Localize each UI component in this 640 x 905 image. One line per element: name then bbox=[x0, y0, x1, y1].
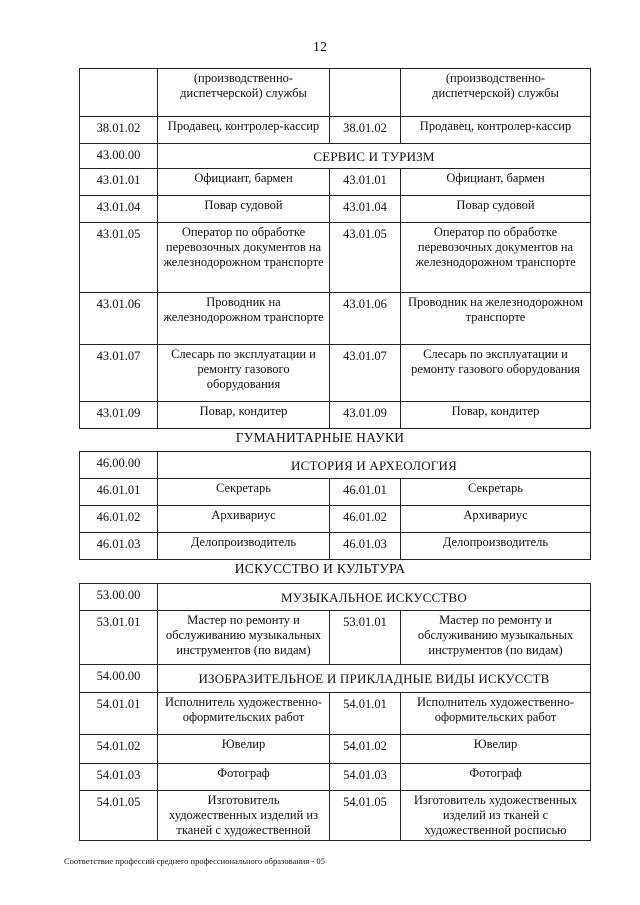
name-cell: Ювелир bbox=[158, 735, 330, 764]
group-code-cell: 46.00.00 bbox=[80, 452, 158, 479]
table-row bbox=[80, 735, 591, 764]
code-cell: 46.01.01 bbox=[330, 479, 401, 506]
professions-table-3 bbox=[79, 583, 591, 841]
professions-table-2 bbox=[79, 451, 591, 560]
code-cell: 54.01.05 bbox=[80, 791, 158, 841]
table-row bbox=[80, 69, 591, 117]
name-cell: Фотограф bbox=[158, 764, 330, 791]
section-title-arts: ИСКУССТВО И КУЛЬТУРА bbox=[234, 561, 406, 576]
code-cell: 54.01.02 bbox=[330, 735, 401, 764]
code-cell: 46.01.02 bbox=[330, 506, 401, 533]
name-cell: Официант, бармен bbox=[158, 169, 330, 196]
table-row bbox=[80, 196, 591, 223]
name-cell: Повар, кондитер bbox=[158, 402, 330, 429]
table-row bbox=[80, 693, 591, 735]
code-cell: 43.01.07 bbox=[330, 345, 401, 402]
table-row bbox=[80, 169, 591, 196]
table-row bbox=[80, 506, 591, 533]
code-cell: 43.01.05 bbox=[330, 223, 401, 293]
table-row bbox=[80, 117, 591, 144]
name-cell: Проводник на железнодорожном транспорте bbox=[401, 293, 591, 345]
name-cell: Мастер по ремонту и обслуживанию музыкальных инструментов (по видам) bbox=[401, 611, 591, 665]
name-cell: Делопроизводитель bbox=[401, 533, 591, 560]
table-row bbox=[80, 293, 591, 345]
name-cell: Изготовитель художественных изделий из тканей с художественной росписью bbox=[401, 791, 591, 841]
code-cell: 43.01.06 bbox=[80, 293, 158, 345]
code-cell: 43.01.09 bbox=[80, 402, 158, 429]
group-header-row bbox=[80, 452, 591, 479]
name-cell: Официант, бармен bbox=[401, 169, 591, 196]
group-code-cell: 53.00.00 bbox=[80, 584, 158, 611]
code-cell: 46.01.01 bbox=[80, 479, 158, 506]
name-cell: Продавец, контролер-кассир bbox=[158, 117, 330, 144]
table-row bbox=[80, 764, 591, 791]
code-cell: 46.01.03 bbox=[80, 533, 158, 560]
name-cell: (производственно-диспетчерской) службы bbox=[158, 69, 330, 117]
name-cell: Оператор по обработке перевозочных документов на железнодорожном транспорте bbox=[158, 223, 330, 293]
code-cell bbox=[80, 69, 158, 117]
table-row bbox=[80, 533, 591, 560]
code-cell: 43.01.01 bbox=[330, 169, 401, 196]
table-row bbox=[80, 223, 591, 293]
code-cell: 43.01.09 bbox=[330, 402, 401, 429]
group-title-cell: ИЗОБРАЗИТЕЛЬНОЕ И ПРИКЛАДНЫЕ ВИДЫ ИСКУССТВ bbox=[158, 665, 591, 693]
name-cell: Продавец, контролер-кассир bbox=[401, 117, 591, 144]
group-header-row bbox=[80, 144, 591, 169]
name-cell: Слесарь по эксплуатации и ремонту газового оборудования bbox=[401, 345, 591, 402]
code-cell: 38.01.02 bbox=[330, 117, 401, 144]
table-row bbox=[80, 791, 591, 841]
section-title-humanities: ГУМАНИТАРНЫЕ НАУКИ bbox=[235, 430, 405, 445]
name-cell: Повар судовой bbox=[158, 196, 330, 223]
table-row bbox=[80, 479, 591, 506]
group-title-cell: ИСТОРИЯ И АРХЕОЛОГИЯ bbox=[158, 452, 591, 479]
group-code-cell: 54.00.00 bbox=[80, 665, 158, 693]
code-cell: 43.01.01 bbox=[80, 169, 158, 196]
group-code-cell: 43.00.00 bbox=[80, 144, 158, 169]
name-cell: Изготовитель художественных изделий из тканей с художественной bbox=[158, 791, 330, 841]
code-cell bbox=[330, 69, 401, 117]
code-cell: 46.01.02 bbox=[80, 506, 158, 533]
group-title-cell: МУЗЫКАЛЬНОЕ ИСКУССТВО bbox=[158, 584, 591, 611]
table-row bbox=[80, 611, 591, 665]
document-footer: Соответствие профессий среднего профессионального образования - 05 bbox=[64, 856, 325, 866]
name-cell: Повар, кондитер bbox=[401, 402, 591, 429]
group-header-row bbox=[80, 665, 591, 693]
name-cell: (производственно-диспетчерской) службы bbox=[401, 69, 591, 117]
professions-table-1 bbox=[79, 68, 591, 429]
code-cell: 53.01.01 bbox=[80, 611, 158, 665]
code-cell: 54.01.03 bbox=[80, 764, 158, 791]
code-cell: 54.01.01 bbox=[80, 693, 158, 735]
code-cell: 43.01.05 bbox=[80, 223, 158, 293]
code-cell: 54.01.01 bbox=[330, 693, 401, 735]
name-cell: Проводник на железнодорожном транспорте bbox=[158, 293, 330, 345]
table-row bbox=[80, 402, 591, 429]
name-cell: Секретарь bbox=[401, 479, 591, 506]
code-cell: 43.01.07 bbox=[80, 345, 158, 402]
name-cell: Оператор по обработке перевозочных документов на железнодорожном транспорте bbox=[401, 223, 591, 293]
group-title-cell: СЕРВИС И ТУРИЗМ bbox=[158, 144, 591, 169]
code-cell: 43.01.04 bbox=[80, 196, 158, 223]
name-cell: Исполнитель художественно-оформительских работ bbox=[158, 693, 330, 735]
name-cell: Архивариус bbox=[158, 506, 330, 533]
group-header-row bbox=[80, 584, 591, 611]
page-number: 12 bbox=[313, 40, 327, 55]
code-cell: 54.01.02 bbox=[80, 735, 158, 764]
code-cell: 54.01.03 bbox=[330, 764, 401, 791]
name-cell: Ювелир bbox=[401, 735, 591, 764]
code-cell: 38.01.02 bbox=[80, 117, 158, 144]
name-cell: Повар судовой bbox=[401, 196, 591, 223]
name-cell: Архивариус bbox=[401, 506, 591, 533]
name-cell: Слесарь по эксплуатации и ремонту газового оборудования bbox=[158, 345, 330, 402]
name-cell: Секретарь bbox=[158, 479, 330, 506]
code-cell: 43.01.06 bbox=[330, 293, 401, 345]
code-cell: 43.01.04 bbox=[330, 196, 401, 223]
code-cell: 54.01.05 bbox=[330, 791, 401, 841]
name-cell: Исполнитель художественно-оформительских работ bbox=[401, 693, 591, 735]
code-cell: 46.01.03 bbox=[330, 533, 401, 560]
table-row bbox=[80, 345, 591, 402]
name-cell: Фотограф bbox=[401, 764, 591, 791]
name-cell: Делопроизводитель bbox=[158, 533, 330, 560]
code-cell: 53.01.01 bbox=[330, 611, 401, 665]
name-cell: Мастер по ремонту и обслуживанию музыкальных инструментов (по видам) bbox=[158, 611, 330, 665]
